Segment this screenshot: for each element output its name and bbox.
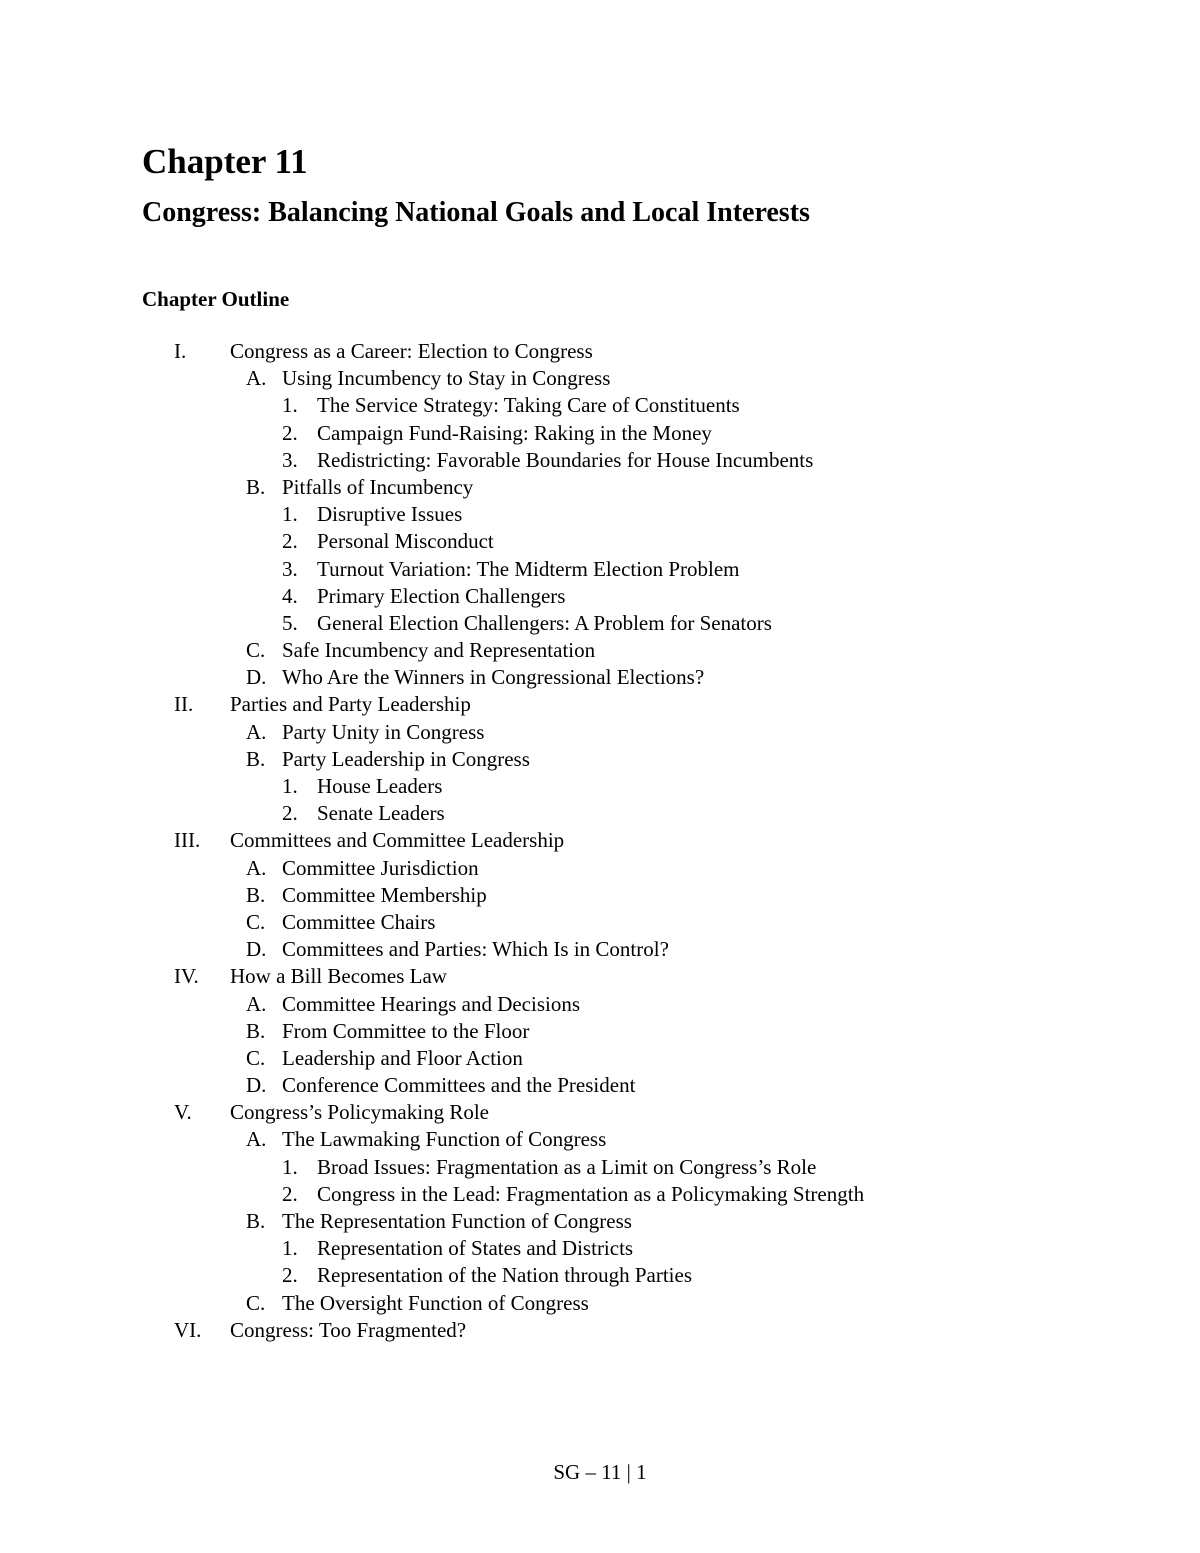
outline-item-marker: D. [246,937,267,962]
outline-item-marker: V. [174,1100,192,1125]
outline-item-marker: II. [174,692,194,717]
outline-item-text: Leadership and Floor Action [282,1045,523,1070]
outline-item-text: Congress as a Career: Election to Congress [230,339,593,363]
outline-item-text: Committee Membership [282,882,487,907]
outline-item-text: Committees and Parties: Which Is in Control? [282,937,669,962]
outline-item-text: Party Leadership in Congress [282,746,530,771]
chapter-title: Congress: Balancing National Goals and Local Interests [142,197,810,228]
outline-item-level-3 [0,392,1200,419]
outline-item-text: The Lawmaking Function of Congress [282,1127,607,1152]
outline-item-level-2 [0,1208,1200,1235]
outline-item-level-1 [0,827,1200,854]
outline-item-marker: 2. [282,420,298,445]
outline-item-level-1 [0,338,1200,365]
outline-item-marker: A. [246,366,267,391]
outline-item-marker: 5. [282,610,298,635]
outline-item-level-2 [0,664,1200,691]
outline-item-marker: 2. [282,801,298,826]
outline-item-text: Congress’s Policymaking Role [230,1100,489,1125]
outline-item-level-3 [0,800,1200,827]
outline-item-marker: IV. [174,964,199,989]
outline-item-marker: A. [246,1127,267,1152]
outline-item-marker: 4. [282,583,298,608]
outline-item-level-3 [0,610,1200,637]
outline-item-text: The Service Strategy: Taking Care of Constituents [317,393,740,418]
outline-item-marker: A. [246,855,267,880]
outline-item-marker: C. [246,1290,266,1315]
outline-item-marker: C. [246,909,266,934]
outline-item-level-1 [0,963,1200,990]
outline-item-level-2 [0,909,1200,936]
outline-item-level-2 [0,474,1200,501]
outline-item-text: How a Bill Becomes Law [230,964,447,989]
outline-item-marker: B. [246,746,266,771]
outline-item-marker: B. [246,1018,266,1043]
outline-item-level-2 [0,746,1200,773]
outline-item-text: Representation of the Nation through Parties [317,1263,692,1288]
outline-item-marker: A. [246,719,267,744]
outline-item-text: Congress: Too Fragmented? [230,1317,467,1342]
outline-item-text: House Leaders [317,774,443,798]
outline-item-text: Personal Misconduct [317,529,494,554]
outline-item-text: Using Incumbency to Stay in Congress [282,366,611,391]
outline-item-level-1 [0,1099,1200,1126]
outline-item-level-3 [0,583,1200,610]
outline-item-text: Committee Chairs [282,909,436,934]
outline-item-level-3 [0,501,1200,528]
outline-item-marker: 3. [282,556,298,581]
outline-item-level-2 [0,991,1200,1018]
outline-item-level-2 [0,882,1200,909]
outline-item-level-2 [0,936,1200,963]
outline-item-level-2 [0,637,1200,664]
outline-item-level-2 [0,1018,1200,1045]
outline-item-text: Committees and Committee Leadership [230,828,565,853]
outline-item-text: Turnout Variation: The Midterm Election Problem [317,556,740,581]
outline-item-level-1 [0,691,1200,718]
outline-item-text: Campaign Fund-Raising: Raking in the Money [317,420,712,445]
page-footer: SG – 11 | 1 [553,1460,647,1484]
outline-item-level-2 [0,1045,1200,1072]
outline-item-marker: C. [246,1045,266,1070]
outline-item-text: Party Unity in Congress [282,719,485,744]
outline-item-text: Broad Issues: Fragmentation as a Limit on Congress’s Role [317,1154,817,1179]
outline-item-marker: 1. [282,502,298,527]
outline-item-level-3 [0,1181,1200,1208]
outline-item-level-1 [0,1317,1200,1344]
outline-item-text: Senate Leaders [317,801,445,826]
outline-item-marker: A. [246,991,267,1016]
outline-item-marker: C. [246,638,266,663]
outline-item-text: Pitfalls of Incumbency [282,474,474,499]
outline-item-level-2 [0,1126,1200,1153]
outline-item-level-3 [0,1154,1200,1181]
outline-item-marker: VI. [174,1317,202,1342]
outline-item-text: Committee Hearings and Decisions [282,991,581,1016]
outline-item-marker: III. [174,828,201,853]
outline-item-level-2 [0,1072,1200,1099]
outline-item-level-2 [0,365,1200,392]
outline-item-marker: 3. [282,447,298,472]
outline-item-text: Conference Committees and the President [282,1073,636,1098]
outline-item-marker: 2. [282,529,298,554]
outline-item-level-3 [0,1262,1200,1289]
outline-item-marker: I. [174,339,187,363]
outline-item-text: The Representation Function of Congress [282,1209,632,1233]
outline-item-marker: 1. [282,774,298,798]
outline-item-level-3 [0,420,1200,447]
chapter-outline-list [0,338,1200,1344]
outline-item-marker: 2. [282,1263,298,1288]
outline-item-level-2 [0,1290,1200,1317]
outline-item-marker: 1. [282,393,298,418]
outline-item-marker: B. [246,882,266,907]
outline-item-marker: 1. [282,1154,298,1179]
outline-item-text: The Oversight Function of Congress [282,1290,589,1315]
outline-item-marker: D. [246,1073,267,1098]
outline-item-text: From Committee to the Floor [282,1018,530,1043]
outline-item-level-3 [0,773,1200,800]
outline-item-text: Disruptive Issues [317,502,463,527]
outline-item-text: Committee Jurisdiction [282,855,479,880]
outline-item-level-3 [0,1235,1200,1262]
outline-item-marker: D. [246,665,267,690]
outline-item-text: Who Are the Winners in Congressional Elections? [282,665,705,690]
outline-item-marker: 2. [282,1181,298,1206]
outline-item-text: Parties and Party Leadership [230,692,471,717]
outline-item-marker: B. [246,474,266,499]
outline-item-marker: 1. [282,1236,298,1261]
chapter-number: Chapter 11 [142,142,308,181]
outline-item-text: Congress in the Lead: Fragmentation as a Policymaking Strength [317,1181,865,1206]
outline-item-level-3 [0,556,1200,583]
outline-item-level-2 [0,855,1200,882]
outline-heading: Chapter Outline [142,287,290,311]
outline-item-text: Safe Incumbency and Representation [282,638,596,663]
outline-item-marker: B. [246,1209,266,1233]
outline-item-text: General Election Challengers: A Problem for Senators [317,610,772,635]
outline-item-level-3 [0,528,1200,555]
outline-item-text: Redistricting: Favorable Boundaries for House Incumbents [317,447,814,472]
outline-item-text: Primary Election Challengers [317,583,566,608]
outline-item-level-3 [0,447,1200,474]
outline-item-text: Representation of States and Districts [317,1236,634,1261]
outline-item-level-2 [0,719,1200,746]
